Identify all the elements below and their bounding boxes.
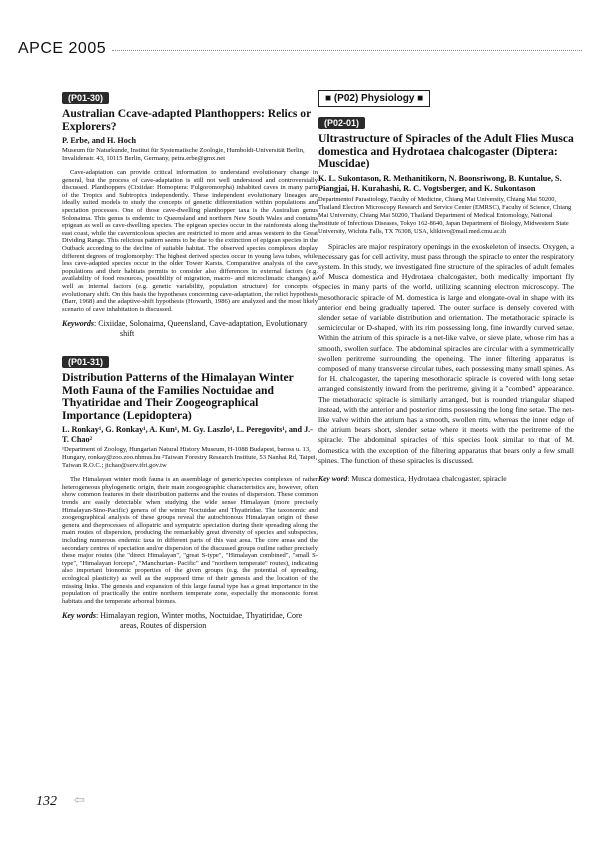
abstract-body: Cave-adaptation can provide critical information to understand evolutionary change in general, but the process of cave-adaptation is still not well understood and controversially discussed. Planthoppers (Cixiidae: Homoptera: Fulgoromorpha) inhabited caves in many parts of the Tropics and Subtropics independently. These independent evolutionary lineages are ideally suited models to study the concepts of genetic differentiation within populations and speciation processes. One of those cave-dwelling planthopper taxa is the Australian genus Solonaima. This genus is endemic to Queensland and northern New South Wales and contains epigean as well as cave-dwelling species. The epigean species occur in the rainforests along the east coast, while the cavernicolous species are restricted to more arid areas western to the Great Dividing Range. This relictous pattern seems to be due to the extinction of epigean species in the Outback according to the decline of suitable habitat. The observed species complexes display different degrees of troglomorphy: The highest derived species occur in young lava tubes, while less cave-adapted species occur in the older Tower Karsts. Comparative analysis of the cave populations and their habitats permits to consider also differences in external factors (e.g. availability of food resources, possibility of migration, macro- and microclimatic changes) as well as internal factors (e.g. genetic variability, population structure) for concepts of evolutionary shift. On this basis the hypotheses concerning cave-adaptation, the relict hypothesis (Barr, 1968) and the adaptive-shift hypothesis (Howarth, 1986) are analyzed and the most likely scenario of cave inhabitation is discussed. [62, 169, 318, 313]
abstract-title: Distribution Patterns of the Himalayan Winter Moth Fauna of the Families Noctuidae and Thyatiridae and Their Zoogeographical Importance (Lepidoptera) [62, 371, 294, 422]
abstract-body: Spiracles are major respiratory openings in the exoskeleton of insects. Oxygen, a necessary gas for cell activity, must pass through the spiracle to enter the respiratory system. In this study, we investigated fine structure of the spiracles of adult females of Musca domestica and Hydrotaea chalcogaster, both medically important fly species in many parts of the world, utilizing scanning electron microscopy. The mesothoracic spiracle of M. domestica is large and elongate-oval in shape with its anterior end being gradually tapered. The outer surface is densely covered with slender setae of variable distribution and orientation. The metathoracic spiracle is semicircular or D-shaped, with its rim possessing long, fine inwardly curved setae. Within the atrium of this spiracle is a net-like valve, or sieve plate, whose rim has a smooth, swollen surface. The abdominal spiracles are circular with a symmetrically swollen peritreme surrounding the openeing. The inner filtering apparatus is composed of many transverse circular tubes, each possessing many small spines. As for H. chalcogaster, the tapering mesothoracic spiracle is covered with long setae arranged consistently inward from the peritreme, giving it a "combed" appearance. The metathoracic spiracle is similarly arranged, but is rounded triangular shaped instead, with the anterior and posterior rims possessing the long fine setae. The net-like valve within the atrium has a smooth, swollen rim, whereas the inner edge of the atrium bears short, slender setae where it meets with the peritreme of the spiracle. The abdominal spiracles of this species look similar to that of M. domestica with the exception of the filtering apparatus that bears only a few small spines. The function of these spiracles is discussed. [318, 241, 574, 465]
abstract-authors: K. L. Sukontason, R. Methanitikorn, N. Boonsriwong, B. Kuntalue, S. Piangjai, H. Kurahashi, R. C. Vogtsberger, and K. Sukontason [318, 173, 562, 193]
abstract-title: Australian Ccave-adapted Planthoppers: Relics or Explorers? [62, 107, 312, 133]
section-heading: ■ (P02) Physiology ■ [318, 90, 430, 107]
page-number: 132 [36, 794, 57, 809]
abstract-p01-30 [62, 88, 318, 338]
abstract-tag: (P01-30) [62, 92, 109, 104]
left-column [62, 88, 318, 630]
abstract-affiliation: Departmentof Parasitology, Faculty of Medicine, Chiang Mai University, Chiang Mai 50200, Thailand Electron Microscopy Research and Service Center (EMRSC), Faculty of Science, Chiang Mai University, Chiang Mai 50200, Thailand Department of Medical Entomology, National Institute of Infectious Diseases, Tokyo 162-8640, Japan Department of Biology, Midwestern State University, Wichita Falls, TX 76308, USA, klikitvo@mail.med.cmu.ac.th [318, 195, 572, 235]
abstract-body: The Himalayan winter moth fauna is an assemblage of generic/species complexes of rather heterogeneous phylogenetic origin, their main zoogeographic characteristics are, however, often show common features in their distribution patterns and the routes of dispersion. These common trends are easily detectable when studying the wide sense Himalayan (more precisely Himalayan-Sino-Pacific) genera of the winter Noctuidae and Thyatiridae. The taxonomic and zoogeographical analysis of these groups reveal the autochtonous Himalayan origin of these genera and theprocesses of allopatric and sympatric speciation during their spreading along the main routes of dispersion, producing the remarkably great diversity of species and subspecies, including numerous endemic taxa in different parts of this vast area. The core areas and the secondary centres of speciation and/or dispersion of the discussed groups outline rather precisely these major routes (the "direct Himalayan", "great S-type", "Himalayan combined", "small S-type", "Himalayan forceps", "Manchurian- Pacific" and "northern temperate" routes), indicating also important bionomic properties of the given groups (e.g. the potential of spreading, ecological plasticity) as well as the supposed time of their genesis and the location of the missing links. The genesis and expansion of this large faunal type has a great importance in the population of practically the entire northern temperate zone, especially the monsoonic forest habitats and the temperate arboreal biomes. [62, 476, 318, 605]
keywords-label: Keywords [62, 319, 94, 329]
abstract-keywords: Keywords: Cixiidae, Solonaima, Queensland, Cave-adaptation, Evolutionary shift [62, 319, 308, 338]
arrow-left-icon: ⇦ [74, 793, 85, 808]
right-column [318, 88, 574, 484]
abstract-affiliation: Museum für Naturkunde, Institut für Systematische Zoologie, Humboldt-Universität Berlin, Invalidenstr. 43, 10115 Berlin, Germany, petra.erbe@gmx.net [62, 147, 305, 162]
keywords-text: Musca domestica, Hydrotaea chalcogaster, spiracle [351, 473, 507, 483]
conference-header: APCE 2005 [18, 40, 107, 57]
abstract-tag: (P01-31) [62, 356, 109, 368]
keywords-label: Key word [318, 473, 348, 483]
abstract-title: Ultrastructure of Spiracles of the Adult Flies Musca domestica and Hydrotaea chalcogaster (Diptera: Muscidae) [318, 132, 574, 170]
abstract-affiliation: ¹Department of Zoology, Hungarian Natural History Museum, H-1088 Budapest, baross u. 13, Hungary, ronkay@zoo.zoo.nhmus.hu ²Taiwan Forestry Research Institute, 53 Nanhai Rd, Taipei, Taiwan R.O.C.; jtchao@serv.tfri.gov.tw [62, 446, 318, 470]
keywords-text: Cixiidae, Solonaima, Queensland, Cave-adaptation, Evolutionary shift [98, 319, 308, 338]
header-rule [112, 50, 582, 51]
abstract-authors: L. Ronkay¹, G. Ronkay¹, A. Kun¹, M. Gy. Laszlo¹, L. Peregovits¹, and J.-T. Chao² [62, 425, 313, 445]
abstract-keywords: Key words: Himalayan region, Winter moths, Noctuidae, Thyatiridae, Core areas, Routes of dispersion [62, 611, 303, 630]
abstract-authors: P. Erbe, and H. Hoch [62, 136, 137, 145]
keywords-text: Himalayan region, Winter moths, Noctuidae, Thyatiridae, Core areas, Routes of dispersion [100, 611, 303, 630]
keywords-label: Key words [62, 611, 96, 621]
abstract-tag: (P02-01) [318, 117, 365, 129]
abstract-p01-31 [62, 352, 318, 630]
abstract-keywords: Key word: Musca domestica, Hydrotaea chalcogaster, spiracle [318, 473, 507, 483]
